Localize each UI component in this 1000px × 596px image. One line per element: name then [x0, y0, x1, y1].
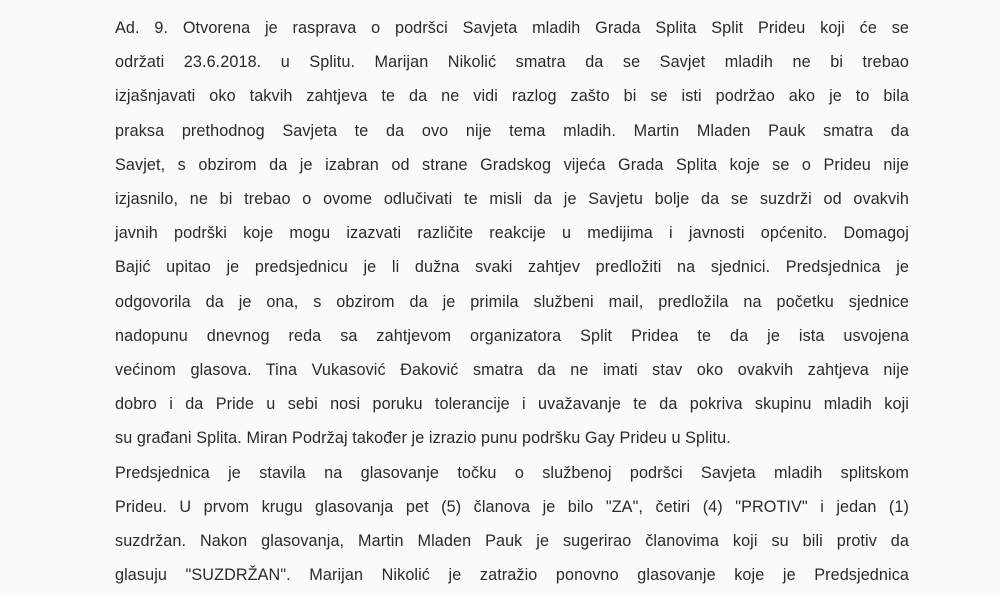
text-line-12: dobro i da Pride u sebi nosi poruku tolerancije i uvažavanje te da pokriva skupinu mladih koji: [115, 395, 909, 414]
text-line-9: odgovorila da je ona, s obzirom da je primila službeni mail, predložila na početku sjednice: [115, 292, 909, 311]
text-line-1: Ad. 9. Otvorena je rasprava o podršci Savjeta mladih Grada Splita Split Prideu koji će se: [115, 19, 909, 37]
text-line-15: Prideu. U prvom krugu glasovanja pet (5) članova je bilo "ZA", četiri (4) "PROTIV" i jedan (1): [115, 497, 909, 516]
text-line-5: Savjet, s obzirom da je izabran od strane Gradskog vijeća Grada Splita koje se o Prideu nije: [115, 155, 909, 174]
text-line-7: javnih podrški koje mogu izazvati različite reakcije u medijima i javnosti općenito. Domagoj: [115, 224, 909, 243]
text-line-6: izjasnilo, ne bi trebao o ovome odlučivati te misli da je Savjetu bolje da se suzdrži od ovakvih: [115, 190, 909, 208]
text-line-11: većinom glasova. Tina Vukasović Đaković smatra da ne imati stav oko ovakvih zahtjeva nije: [115, 361, 909, 379]
text-line-13: su građani Splita. Miran Podržaj također je izrazio punu podršku Gay Prideu u Splitu.: [115, 429, 731, 448]
text-line-10: nadopunu dnevnog reda sa zahtjevom organizatora Split Pridea te da je ista usvojena: [115, 326, 909, 345]
text-line-3: izjašnjavati oko takvih zahtjeva te da ne vidi razlog zašto bi se isti podržao ako je to bila: [115, 87, 909, 106]
text-line-8: Bajić upitao je predsjednicu je li dužna svaki zahtjev predložiti na sjednici. Predsjednica je: [115, 258, 909, 277]
text-line-16: suzdržan. Nakon glasovanja, Martin Mladen Pauk je sugerirao članovima koji su bili protiv da: [115, 532, 909, 550]
text-line-17: glasuju "SUZDRŽAN". Marijan Nikolić je zatražio ponovno glasovanje koje je Predsjednica: [115, 566, 909, 585]
text-line-4: praksa prethodnog Savjeta te da ovo nije tema mladih. Martin Mladen Pauk smatra da: [115, 121, 909, 140]
text-line-14: Predsjednica je stavila na glasovanje točku o službenoj podršci Savjeta mladih splitskom: [115, 463, 909, 482]
text-line-2: održati 23.6.2018. u Splitu. Marijan Nikolić smatra da se Savjet mladih ne bi trebao: [115, 53, 909, 72]
